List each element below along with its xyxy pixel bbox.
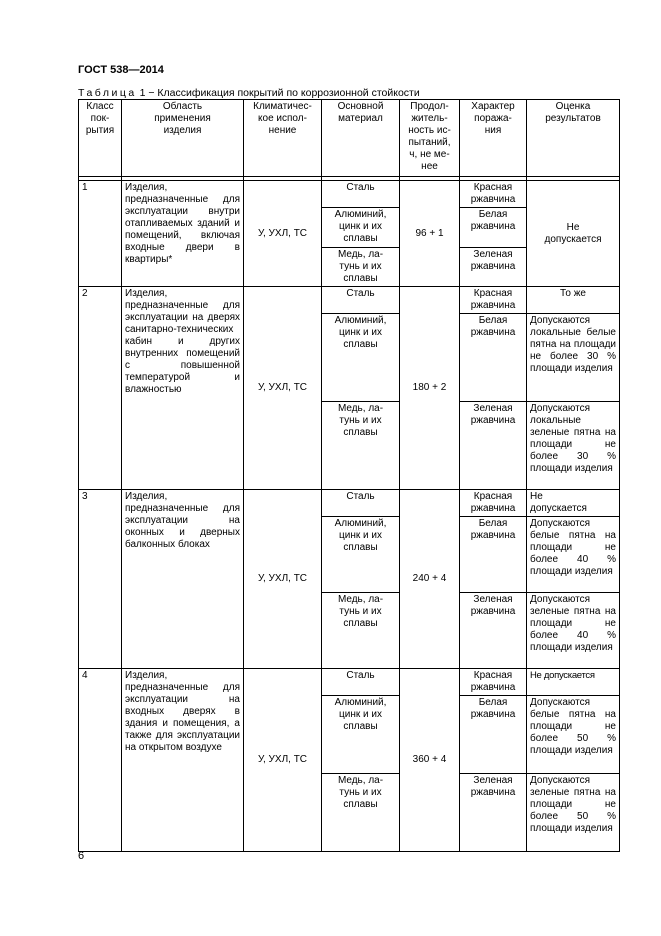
col-header-result: Оценка результатов bbox=[527, 100, 620, 177]
col-header-climate: Климатичес- кое испол- нение bbox=[244, 100, 322, 177]
damage-cell: Красная ржавчина bbox=[460, 490, 527, 517]
col-header-material: Основной материал bbox=[322, 100, 400, 177]
coating-classification-table bbox=[78, 99, 620, 852]
table-row bbox=[79, 181, 620, 208]
area-cell: Изделия, предназначенные для эксплуатации на входных дверях в здания и помещения, а также для эксплуатации на открытом воздухе bbox=[122, 669, 244, 852]
result-cell: Допускаются белые пятна на площади не более 40 % площади изделия bbox=[527, 517, 620, 593]
page-number: 6 bbox=[78, 850, 85, 862]
climate-cell: У, УХЛ, ТС bbox=[244, 287, 322, 490]
climate-cell: У, УХЛ, ТС bbox=[244, 669, 322, 852]
table-header-row bbox=[79, 100, 620, 177]
damage-cell: Белая ржавчина bbox=[460, 517, 527, 593]
result-cell: То же bbox=[527, 287, 620, 314]
damage-cell: Белая ржавчина bbox=[460, 314, 527, 402]
class-cell: 3 bbox=[79, 490, 122, 669]
col-header-duration: Продол- житель- ность ис- пытаний, ч, не ме- нее bbox=[400, 100, 460, 177]
material-cell: Сталь bbox=[322, 287, 400, 314]
material-cell: Алюминий, цинк и их сплавы bbox=[322, 517, 400, 593]
result-cell: Допускаются зеленые пятна на площади не более 50 % площади изделия bbox=[527, 774, 620, 852]
area-cell: Изделия, предназначенные для эксплуатации на дверях санитарно-технических кабин и других внутренних помещений с повышенной температурой и влажностью bbox=[122, 287, 244, 490]
col-header-class: Класс пок- рытия bbox=[79, 100, 122, 177]
damage-cell: Белая ржавчина bbox=[460, 696, 527, 774]
table-row bbox=[79, 287, 620, 314]
damage-cell: Зеленая ржавчина bbox=[460, 593, 527, 669]
result-cell: Допускаются локальные белые пятна на площади не более 30 % площади изделия bbox=[527, 314, 620, 402]
class-cell: 2 bbox=[79, 287, 122, 490]
damage-cell: Красная ржавчина bbox=[460, 181, 527, 208]
damage-cell: Красная ржавчина bbox=[460, 669, 527, 696]
material-cell: Алюминий, цинк и их сплавы bbox=[322, 696, 400, 774]
result-cell: Не допускается bbox=[527, 181, 620, 287]
class-cell: 4 bbox=[79, 669, 122, 852]
material-cell: Сталь bbox=[322, 669, 400, 696]
col-header-damage: Характер поража- ния bbox=[460, 100, 527, 177]
material-cell: Медь, ла- тунь и их сплавы bbox=[322, 774, 400, 852]
damage-cell: Красная ржавчина bbox=[460, 287, 527, 314]
result-cell: Не допускается bbox=[527, 490, 620, 517]
material-cell: Медь, ла- тунь и их сплавы bbox=[322, 402, 400, 490]
area-cell: Изделия, предназначенные для эксплуатации внутри отапливаемых зданий и помещений, включая входные двери в квартиры* bbox=[122, 181, 244, 287]
damage-cell: Зеленая ржавчина bbox=[460, 774, 527, 852]
class-cell: 1 bbox=[79, 181, 122, 287]
material-cell: Алюминий, цинк и их сплавы bbox=[322, 314, 400, 402]
climate-cell: У, УХЛ, ТС bbox=[244, 181, 322, 287]
material-cell: Сталь bbox=[322, 490, 400, 517]
table-row bbox=[79, 490, 620, 517]
result-cell: Допускаются белые пятна на площади не более 50 % площади изделия bbox=[527, 696, 620, 774]
table-row bbox=[79, 669, 620, 696]
caption-text: 1 − Классификация покрытий по коррозионной стойкости bbox=[136, 87, 420, 99]
document-header: ГОСТ 538—2014 bbox=[78, 64, 164, 76]
table-caption bbox=[78, 87, 420, 99]
damage-cell: Белая ржавчина bbox=[460, 208, 527, 248]
material-cell: Медь, ла- тунь и их сплавы bbox=[322, 248, 400, 287]
area-cell: Изделия, предназначенные для эксплуатации на оконных и дверных балконных блоках bbox=[122, 490, 244, 669]
duration-cell: 96 + 1 bbox=[400, 181, 460, 287]
result-cell: Допускаются зеленые пятна на площади не более 40 % площади изделия bbox=[527, 593, 620, 669]
result-cell: Допускаются локальные зеленые пятна на площади не более 30 % площади изделия bbox=[527, 402, 620, 490]
material-cell: Медь, ла- тунь и их сплавы bbox=[322, 593, 400, 669]
damage-cell: Зеленая ржавчина bbox=[460, 248, 527, 287]
caption-word: Таблица bbox=[78, 87, 137, 99]
material-cell: Алюминий, цинк и их сплавы bbox=[322, 208, 400, 248]
result-cell: Не допускается bbox=[527, 669, 620, 696]
damage-cell: Зеленая ржавчина bbox=[460, 402, 527, 490]
duration-cell: 360 + 4 bbox=[400, 669, 460, 852]
material-cell: Сталь bbox=[322, 181, 400, 208]
col-header-area: Область применения изделия bbox=[122, 100, 244, 177]
climate-cell: У, УХЛ, ТС bbox=[244, 490, 322, 669]
duration-cell: 240 + 4 bbox=[400, 490, 460, 669]
duration-cell: 180 + 2 bbox=[400, 287, 460, 490]
